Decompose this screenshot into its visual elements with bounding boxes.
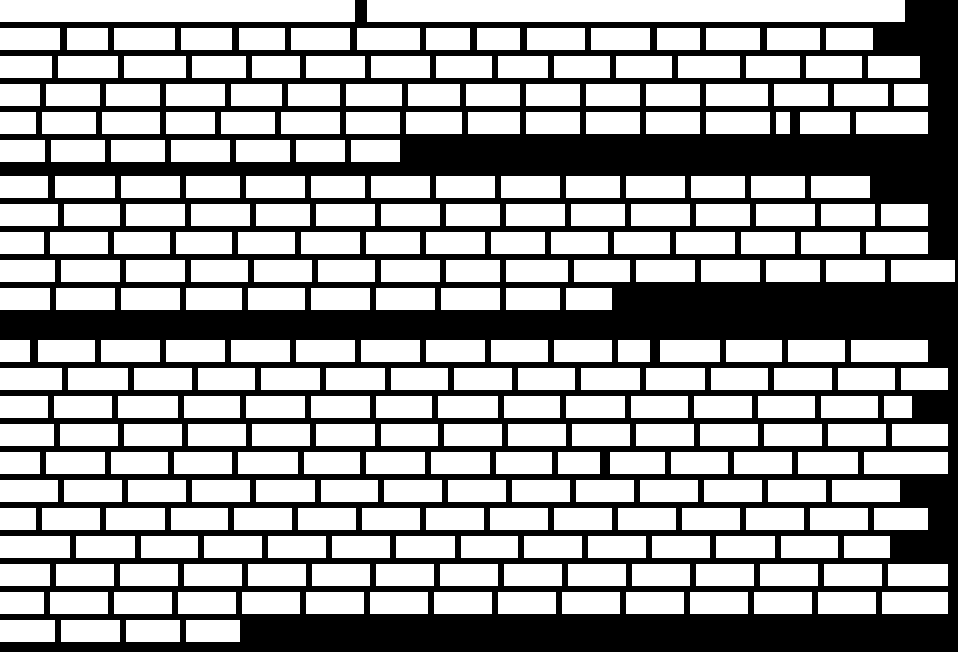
word-gap: [460, 84, 466, 106]
word-gap: [365, 176, 371, 198]
word-gap: [122, 480, 128, 502]
word-gap: [768, 84, 774, 106]
word-gap: [420, 508, 426, 530]
word-gap: [172, 592, 178, 614]
word-gap: [485, 232, 491, 254]
word-gap: [882, 564, 888, 586]
word-gap: [175, 28, 181, 50]
word-gap: [186, 480, 192, 502]
word-gap: [312, 260, 318, 282]
word-gap: [240, 396, 246, 418]
word-gap: [640, 84, 646, 106]
word-gap: [862, 56, 868, 78]
word-gap: [548, 508, 554, 530]
word-gap: [305, 396, 311, 418]
word-gap: [228, 508, 234, 530]
word-gap: [762, 480, 768, 502]
word-gap: [430, 56, 436, 78]
word-gap: [356, 508, 362, 530]
word-gap: [612, 508, 618, 530]
word-gap: [378, 480, 384, 502]
word-gap: [754, 564, 760, 586]
word-gap: [640, 368, 646, 390]
word-gap: [100, 84, 106, 106]
word-gap: [876, 592, 882, 614]
word-gap: [895, 368, 901, 390]
word-gap: [672, 56, 678, 78]
word-gap: [512, 368, 518, 390]
word-gap: [828, 84, 834, 106]
text-line: [0, 84, 928, 106]
word-gap: [804, 508, 810, 530]
word-gap: [815, 204, 821, 226]
word-gap: [455, 536, 461, 558]
word-gap: [556, 592, 562, 614]
word-gap: [285, 28, 291, 50]
word-gap: [520, 28, 527, 50]
text-line: [0, 536, 890, 558]
word-gap: [360, 232, 366, 254]
word-gap: [858, 452, 864, 474]
word-gap: [108, 592, 114, 614]
word-gap: [768, 368, 774, 390]
word-gap: [826, 480, 832, 502]
word-gap: [320, 368, 326, 390]
word-gap: [118, 56, 124, 78]
text-line: [0, 368, 948, 390]
word-gap: [120, 620, 126, 642]
word-gap: [55, 620, 61, 642]
word-gap: [305, 288, 311, 310]
word-gap: [340, 84, 346, 106]
word-gap: [634, 480, 640, 502]
word-gap: [370, 396, 376, 418]
word-gap: [760, 28, 767, 50]
word-gap: [580, 112, 586, 134]
word-gap: [364, 592, 370, 614]
word-gap: [585, 28, 591, 50]
word-gap: [748, 592, 754, 614]
word-gap: [832, 368, 838, 390]
word-gap: [225, 84, 231, 106]
text-line: [0, 260, 955, 282]
word-gap: [44, 592, 50, 614]
word-gap: [620, 592, 626, 614]
word-gap: [626, 564, 632, 586]
word-gap: [878, 396, 884, 418]
word-gap: [250, 480, 256, 502]
word-gap: [160, 112, 166, 134]
text-line: [0, 112, 928, 134]
word-gap: [568, 260, 574, 282]
word-gap: [420, 28, 426, 50]
word-gap: [698, 480, 704, 502]
word-gap: [548, 56, 554, 78]
word-gap: [48, 396, 54, 418]
word-gap: [695, 260, 701, 282]
word-gap: [182, 424, 188, 446]
word-gap: [548, 340, 554, 362]
word-gap: [305, 176, 311, 198]
word-gap: [440, 204, 446, 226]
word-gap: [355, 340, 361, 362]
word-gap: [545, 232, 551, 254]
text-line: [0, 204, 928, 226]
word-gap: [760, 260, 766, 282]
text-line: [0, 620, 240, 642]
word-gap: [225, 340, 231, 362]
word-gap: [95, 340, 101, 362]
word-gap: [36, 112, 42, 134]
word-gap: [385, 368, 391, 390]
word-gap: [805, 176, 811, 198]
word-gap: [420, 232, 426, 254]
word-gap: [400, 112, 406, 134]
word-gap: [185, 260, 191, 282]
word-gap: [242, 288, 248, 310]
word-gap: [165, 508, 171, 530]
word-gap: [310, 424, 316, 446]
word-gap: [570, 480, 576, 502]
word-gap: [868, 508, 874, 530]
word-gap: [752, 396, 758, 418]
word-gap: [114, 564, 120, 586]
word-gap: [565, 204, 571, 226]
word-gap: [248, 260, 254, 282]
word-gap: [850, 112, 856, 134]
word-gap: [310, 204, 316, 226]
word-gap: [105, 140, 111, 162]
word-gap: [790, 112, 800, 134]
word-gap: [792, 452, 798, 474]
word-gap: [108, 28, 114, 50]
word-gap: [485, 340, 491, 362]
word-gap: [52, 56, 58, 78]
word-gap: [115, 176, 121, 198]
word-gap: [610, 56, 616, 78]
text-line: [0, 424, 948, 446]
word-gap: [845, 340, 851, 362]
text-line: [0, 480, 900, 502]
word-gap: [44, 232, 50, 254]
word-gap: [295, 232, 301, 254]
word-gap: [818, 564, 824, 586]
word-gap: [498, 396, 504, 418]
word-gap: [462, 112, 468, 134]
word-gap: [582, 536, 588, 558]
word-gap: [800, 56, 806, 78]
word-gap: [105, 452, 111, 474]
word-gap: [492, 56, 498, 78]
word-gap: [58, 480, 64, 502]
word-gap: [58, 204, 64, 226]
word-gap: [292, 508, 298, 530]
word-gap: [290, 140, 296, 162]
word-gap: [315, 480, 321, 502]
word-gap: [232, 232, 238, 254]
word-gap: [612, 340, 618, 362]
word-gap: [168, 452, 174, 474]
word-gap: [758, 424, 764, 446]
word-gap: [735, 232, 741, 254]
word-gap: [820, 28, 826, 50]
word-gap: [118, 424, 124, 446]
word-gap: [290, 340, 296, 362]
word-gap: [428, 592, 434, 614]
word-gap: [600, 452, 610, 474]
word-gap: [425, 452, 431, 474]
word-gap: [48, 176, 55, 198]
word-gap: [520, 112, 526, 134]
word-gap: [700, 28, 706, 50]
word-gap: [360, 452, 366, 474]
word-gap: [246, 424, 252, 446]
word-gap: [492, 592, 498, 614]
text-line: [0, 288, 612, 310]
word-gap: [484, 508, 490, 530]
text-line: [0, 564, 948, 586]
word-gap: [625, 204, 631, 226]
word-gap: [112, 396, 118, 418]
word-gap: [306, 564, 312, 586]
text-line: [0, 28, 873, 50]
text-line: [0, 140, 400, 162]
word-gap: [180, 288, 186, 310]
word-gap: [838, 536, 844, 558]
word-gap: [684, 592, 690, 614]
word-gap: [355, 0, 367, 22]
word-gap: [50, 564, 56, 586]
word-gap: [370, 288, 376, 310]
text-line: [0, 396, 912, 418]
word-gap: [365, 56, 371, 78]
word-gap: [720, 340, 726, 362]
word-gap: [275, 112, 281, 134]
word-gap: [375, 204, 381, 226]
word-gap: [178, 564, 184, 586]
word-gap: [128, 368, 134, 390]
word-gap: [640, 112, 646, 134]
word-gap: [435, 288, 441, 310]
word-gap: [135, 536, 141, 558]
word-gap: [198, 536, 204, 558]
word-gap: [495, 176, 501, 198]
text-line: [0, 56, 920, 78]
word-gap: [120, 260, 126, 282]
word-gap: [875, 204, 881, 226]
word-gap: [700, 112, 706, 134]
word-gap: [370, 564, 376, 586]
word-gap: [710, 536, 716, 558]
word-gap: [250, 204, 256, 226]
word-gap: [350, 28, 357, 50]
word-gap: [608, 232, 614, 254]
text-line: [0, 452, 948, 474]
word-gap: [108, 232, 114, 254]
word-gap: [630, 424, 636, 446]
word-gap: [45, 140, 51, 162]
word-gap: [326, 536, 332, 558]
word-gap: [822, 424, 828, 446]
word-gap: [100, 508, 106, 530]
word-gap: [520, 84, 526, 106]
word-gap: [420, 340, 426, 362]
word-gap: [300, 592, 306, 614]
word-gap: [186, 56, 192, 78]
word-gap: [518, 536, 524, 558]
text-line: [0, 592, 948, 614]
word-gap: [502, 424, 508, 446]
word-gap: [820, 260, 826, 282]
word-gap: [500, 288, 506, 310]
word-gap: [705, 368, 711, 390]
word-gap: [215, 112, 221, 134]
word-gap: [36, 508, 42, 530]
word-gap: [782, 340, 788, 362]
word-gap: [500, 260, 506, 282]
word-gap: [728, 452, 734, 474]
word-gap: [562, 564, 568, 586]
word-gap: [688, 396, 694, 418]
word-gap: [300, 56, 306, 78]
word-gap: [178, 396, 184, 418]
word-gap: [115, 288, 121, 310]
word-gap: [745, 176, 751, 198]
word-gap: [438, 424, 444, 446]
word-gap: [242, 564, 248, 586]
word-gap: [625, 396, 631, 418]
word-gap: [40, 452, 46, 474]
word-gap: [96, 112, 102, 134]
word-gap: [676, 508, 682, 530]
word-gap: [448, 368, 454, 390]
word-gap: [665, 452, 671, 474]
word-gap: [60, 28, 67, 50]
word-gap: [886, 424, 892, 446]
word-gap: [236, 592, 242, 614]
word-gap: [430, 176, 436, 198]
word-gap: [246, 56, 252, 78]
word-gap: [506, 480, 512, 502]
word-gap: [432, 396, 438, 418]
word-gap: [262, 536, 268, 558]
word-gap: [282, 84, 288, 106]
word-gap: [685, 176, 691, 198]
word-gap: [566, 424, 572, 446]
word-gap: [30, 340, 38, 362]
word-gap: [815, 396, 821, 418]
word-gap: [646, 536, 652, 558]
word-gap: [232, 452, 238, 474]
word-gap: [580, 84, 586, 106]
text-line: [0, 0, 905, 22]
word-gap: [54, 424, 60, 446]
word-gap: [575, 368, 581, 390]
word-gap: [192, 368, 198, 390]
word-gap: [775, 536, 781, 558]
word-gap: [180, 176, 186, 198]
word-gap: [560, 396, 566, 418]
word-gap: [40, 84, 46, 106]
word-gap: [470, 28, 477, 50]
word-gap: [650, 28, 657, 50]
word-gap: [740, 508, 746, 530]
word-gap: [165, 140, 171, 162]
word-gap: [498, 564, 504, 586]
word-gap: [442, 480, 448, 502]
word-gap: [694, 424, 700, 446]
word-gap: [434, 564, 440, 586]
word-gap: [690, 564, 696, 586]
word-gap: [860, 232, 866, 254]
word-gap: [232, 28, 239, 50]
text-line: [0, 508, 928, 530]
text-line: [0, 340, 928, 362]
word-gap: [340, 112, 346, 134]
word-gap: [560, 288, 566, 310]
word-gap: [500, 204, 506, 226]
word-gap: [690, 204, 696, 226]
word-gap: [55, 260, 61, 282]
word-gap: [490, 452, 496, 474]
word-gap: [345, 140, 351, 162]
word-gap: [180, 620, 186, 642]
word-gap: [670, 232, 676, 254]
word-gap: [812, 592, 818, 614]
text-line: [0, 176, 870, 198]
word-gap: [885, 260, 891, 282]
word-gap: [440, 260, 446, 282]
word-gap: [240, 176, 246, 198]
word-gap: [160, 84, 166, 106]
word-gap: [230, 140, 236, 162]
word-gap: [50, 288, 56, 310]
text-line: [0, 232, 928, 254]
word-gap: [120, 204, 126, 226]
word-gap: [170, 232, 176, 254]
word-gap: [160, 340, 166, 362]
word-gap: [402, 84, 408, 106]
word-gap: [750, 204, 756, 226]
word-gap: [255, 368, 261, 390]
word-gap: [552, 452, 558, 474]
word-gap: [888, 84, 894, 106]
word-gap: [560, 176, 566, 198]
word-gap: [298, 452, 304, 474]
word-gap: [650, 340, 660, 362]
word-gap: [620, 176, 626, 198]
word-gap: [390, 536, 396, 558]
word-gap: [62, 368, 68, 390]
word-gap: [375, 424, 381, 446]
word-gap: [185, 204, 191, 226]
word-gap: [795, 232, 801, 254]
word-gap: [630, 260, 636, 282]
word-gap: [375, 260, 381, 282]
word-gap: [770, 112, 776, 134]
word-gap: [70, 536, 76, 558]
word-gap: [740, 56, 746, 78]
word-gap: [700, 84, 706, 106]
